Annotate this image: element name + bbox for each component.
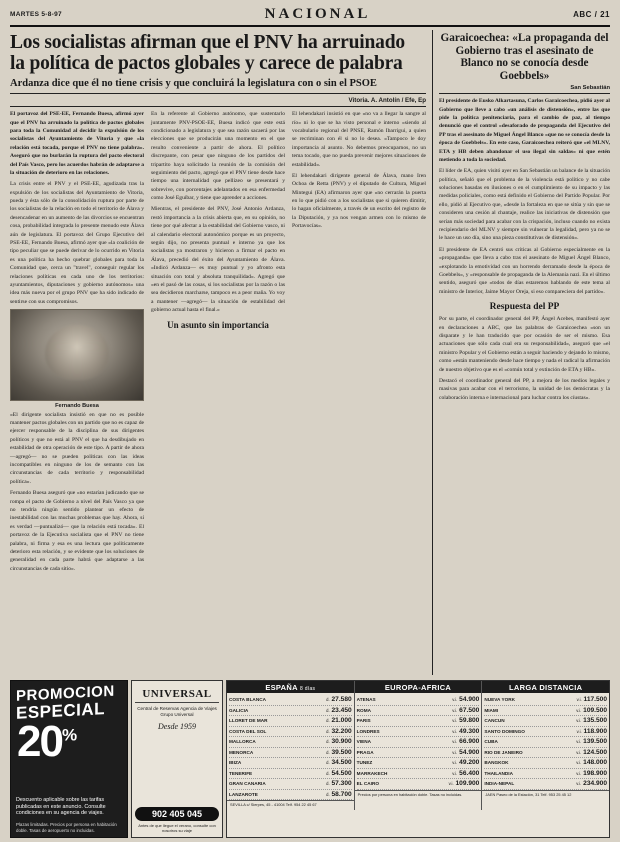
price-unit: v.i. bbox=[452, 749, 458, 755]
article-column-1 bbox=[10, 110, 144, 576]
secondary-headline: Garaicoechea: «La propaganda del Gobierno tras el asesinato de Blanco no se conocía desde Goebbels» bbox=[440, 32, 609, 82]
price bbox=[452, 695, 479, 705]
paragraph: Destacó el coordinador general del PP, a mejora de los medios legales y masivas para acabar con el terrorismo, la unidad de los demócratas y la colaboración interna e internacional para luchar contra los cíustas». bbox=[439, 377, 610, 401]
price-value: 58.700 bbox=[331, 790, 352, 798]
price bbox=[452, 727, 479, 737]
destination: SANTO DOMINGO bbox=[484, 728, 525, 734]
price-unit: d. bbox=[326, 781, 330, 787]
article-columns bbox=[10, 110, 426, 576]
price-table-title: EUROPA-AFRICA bbox=[384, 683, 452, 692]
price bbox=[576, 706, 607, 716]
article-byline: Vitoria. A. Antolín / Efe, Ep bbox=[10, 97, 426, 107]
price bbox=[452, 769, 479, 779]
paragraph: El presidente de Eusko Alkartasuna, Carlos Garaicoechea, pidió ayer al Gobierno que lleve a cabo «un análisis de distensión», entre las que pide la política penitenciaria, para el cambio de paz, al tiempo denunció que el control «desaforado de propaganda del Ejecutivo del PP tras el asesinato de Miguel Ángel Blanco «que no se conocía desde la época de Goebbels». En este caso, Garaicoechea reiteró que «el MLNV, ETA y HB deben abandonar el uso ilegal sin saldas» ni que estén metiendo a toda la sociedad. bbox=[439, 98, 610, 163]
photo-caption: Fernando Buesa bbox=[55, 402, 99, 409]
price-row bbox=[229, 695, 352, 706]
promo-line-2: ESPECIAL bbox=[16, 699, 106, 723]
price-unit: v.i. bbox=[576, 718, 582, 724]
price-unit: v.i. bbox=[576, 739, 582, 745]
price bbox=[576, 748, 607, 758]
promo-discount bbox=[11, 717, 127, 766]
agency-tagline: Central de Reservas Agencia de Viajes Grupo Universal bbox=[137, 706, 217, 717]
price-value: 117.500 bbox=[583, 696, 608, 703]
price-value: 32.200 bbox=[331, 727, 352, 735]
price-value: 54.900 bbox=[459, 696, 480, 703]
price bbox=[326, 769, 352, 779]
price-value: 234.900 bbox=[583, 780, 608, 788]
price-value: 148.000 bbox=[583, 759, 608, 767]
destination: LLORET DE MAR bbox=[229, 718, 268, 724]
price-value: 23.450 bbox=[331, 706, 352, 714]
price-table-title: ESPAÑA bbox=[265, 683, 298, 692]
destination: MARRAKECH bbox=[356, 770, 388, 776]
destination: VIENA bbox=[356, 739, 371, 745]
paragraph: El líder de EA, quien visitó ayer en San Sebastián un balance de la situación política, señaló que el problema de la violencia está político y no cabe soluciones basadas en ilusiones o en el cumplimiento de su impacto y las medidas policiales, como está definido el Gobierno del Partido Popular. Por ello, pidió al Ejecutivo que, «desde la fortaleza en que se sitúa y sin que se consideren una cesión al chantaje, realice las iniciativas de distensión que serían más sociedad para acabar con la crispación, incluso cuando no exista recipiendario del MLNV y siempre sin vulnerar la legalidad, pero ya no se le hace un uso día, sino una pieza constitutivas de distensión». bbox=[439, 168, 610, 242]
destination: IBIZA bbox=[229, 760, 242, 766]
price-row bbox=[484, 727, 607, 738]
price-row bbox=[229, 790, 352, 801]
price-value: 118.900 bbox=[583, 727, 608, 735]
paragraph: El lehendakari insistió en que «no va a llegar la sangre al río» ni lo que se ha visto personal e interno «siendo al vocabulario regional del PNSE, Ramón Ibarrigui, a quien se recriminan con él si no lo desea. «Tampoco le doy importancia al asunto. No debemos preocuparnos, no un tema tocado, que no pueda prevenir mejores situaciones de estabilidad». bbox=[292, 111, 426, 168]
destination: PRAGA bbox=[356, 749, 374, 755]
page-folio: ABC / 21 bbox=[573, 10, 610, 19]
price-row bbox=[484, 695, 607, 706]
destination: COSTA DEL SOL bbox=[229, 728, 267, 734]
ad-agency-panel[interactable] bbox=[131, 680, 223, 838]
price-table-header bbox=[355, 681, 482, 693]
price-unit: v.i. bbox=[452, 770, 458, 776]
article-photo bbox=[10, 309, 144, 409]
main-article bbox=[10, 30, 426, 675]
secondary-article bbox=[432, 30, 610, 675]
promo-legal: Plazas limitadas. Precios por persona en habitación doble. Tasas de aeropuerto no incluidas. bbox=[16, 822, 117, 833]
price bbox=[326, 790, 352, 800]
price-table-europa-africa bbox=[355, 681, 483, 810]
price-unit: v.i. bbox=[452, 739, 458, 745]
price-row bbox=[484, 758, 607, 769]
headline-line-1: Los socialistas afirman que el PNV ha arruinado bbox=[10, 32, 405, 53]
price-unit: d. bbox=[326, 791, 330, 797]
price-unit: v.i. bbox=[576, 760, 582, 766]
secondary-byline: San Sebastián bbox=[439, 85, 610, 94]
price-row bbox=[357, 748, 480, 759]
paragraph: El lehendakari dirigente general de Álava, mano Iren Ochoa de Retta (PNV) y el diputado de Cultura, Miguel Mintegui (EA) afirmaron ayer que «no cerrarán la puerta en lo que pidió con a los socialistas que si quieren dimitir, lo hagan oficialmente, a través de un escrito del registro de la Diputación, y ya nos vengan armen con lo mismo de Portavocías». bbox=[292, 172, 426, 230]
price bbox=[449, 779, 480, 789]
price-rows bbox=[355, 693, 482, 790]
paragraph: Por su parte, el coordinador general del PP, Ángel Acebes, manifestó ayer en declaraciones a ABC, que las palabras de Garaicoechea «son un disparate y le han traducido que por ocasión de ser el mismo. Esa actuaciones que sólo cada cual era su responsabilidad», aseguró que «el ministro Popular y el Gobierno están a seguir haciendo y dejando lo mismo, como «están manteniendo desde hace tiempo y nada el radical la afirmación de nuestro objetivo que es el «común total y extinción de ETA y HB». bbox=[439, 316, 610, 373]
price-row bbox=[357, 695, 480, 706]
price-row bbox=[357, 727, 480, 738]
article-column-2 bbox=[151, 110, 285, 576]
price-value: 34.500 bbox=[331, 759, 352, 767]
price-unit: v.i. bbox=[576, 697, 582, 702]
agency-since: Desde 1959 bbox=[158, 721, 196, 731]
price-row bbox=[229, 737, 352, 748]
price-value: 135.500 bbox=[583, 717, 608, 725]
agency-phone-button[interactable]: 902 405 045 bbox=[135, 807, 219, 821]
destination: MALLORCA bbox=[229, 739, 256, 745]
price-row bbox=[229, 716, 352, 727]
masthead bbox=[10, 6, 610, 27]
price-value: 66.900 bbox=[459, 738, 480, 746]
price-unit: v.i. bbox=[576, 728, 582, 734]
price-row bbox=[229, 706, 352, 717]
price-row bbox=[484, 716, 607, 727]
price-row bbox=[357, 716, 480, 727]
price-table-title: LARGA DISTANCIA bbox=[509, 683, 583, 692]
article-column-3 bbox=[292, 110, 426, 576]
price bbox=[452, 758, 479, 768]
price-row bbox=[229, 769, 352, 780]
price-table-footer: SEVILLA c/ Sierpes, 45 - 41004 Telf. 954 22 45 67 bbox=[227, 800, 354, 810]
price-row bbox=[229, 727, 352, 738]
price-table-row bbox=[227, 681, 609, 810]
article-subhead: Ardanza dice que él no tiene crisis y que concluirá la legislatura con o sin el PSOE bbox=[10, 78, 426, 94]
price-row bbox=[229, 758, 352, 769]
price-unit: v.i. bbox=[576, 749, 582, 755]
price bbox=[576, 779, 607, 789]
price-value: 49.300 bbox=[459, 727, 480, 735]
price-unit: v.i. bbox=[448, 781, 454, 787]
price-value: 109.500 bbox=[583, 706, 608, 714]
price-table-footer: JAEN Paseo de la Estación, 31 Telf. 953 25 45 12 bbox=[482, 790, 609, 800]
section-title: NACIONAL bbox=[264, 6, 371, 22]
page-body bbox=[10, 30, 610, 675]
price bbox=[577, 695, 607, 705]
paragraph: Fernando Buesa aseguró que «no estarían judicando que se rompa el pacto de Gobierno a nivel del País Vasco ya que no tendría ningún sentido plantear un efecto de inestabilidad con las muchas problemas que hay. Ahora, sí es verdad —puntualizó— que la relación está tocada». El portavoz de la Ejecutiva socialista que el PNV no tiene palabra, ni firma y esa es una lectura que políticamente deterioro esta relación, y se evidente que los soluciones de generalidad en cada parte habrá que adaptarse a las circunstancias de cada sitio». bbox=[10, 490, 144, 572]
price-row bbox=[484, 706, 607, 717]
price-value: 57.300 bbox=[331, 780, 352, 788]
paragraph: En la referente al Gobierno autónomo, que sustentarlo juntamente PNV-PSOE-EE, Buesa indicó que este está condicionado a legislatura y que sea razón sacaerá por las elecciones que se producirán una momento en el que resulto conveniente a partir de ahora. El político discrepante, con pesar que ninguno de los partidos del tripartito haya solicitado la reunión de la comisión del seguimiento del pacto, agregó que el PNV tiene desde hace tiempo una internalidad que pellizeo se presentará y sobrevive, con porcentajes adelantados en esa enfermedad como José Eguíbar, y tiene que aprender a acciones. bbox=[151, 111, 285, 202]
price-unit: v.i. bbox=[452, 707, 458, 713]
destination: ATENAS bbox=[356, 697, 376, 702]
price-row bbox=[357, 779, 480, 790]
price-unit: d. bbox=[326, 697, 330, 702]
destination: LONDRES bbox=[356, 728, 380, 734]
price-row bbox=[229, 748, 352, 759]
price-row bbox=[484, 748, 607, 759]
price bbox=[326, 748, 352, 758]
secondary-section-subhead: Respuesta del PP bbox=[489, 302, 560, 313]
price bbox=[326, 779, 352, 789]
price-rows bbox=[482, 693, 609, 790]
agency-brand: UNIVERSAL bbox=[135, 688, 219, 703]
price-row bbox=[357, 706, 480, 717]
price bbox=[577, 727, 607, 737]
promo-fine-print: Descuento aplicable sobre las tarifas publicadas en este anuncio. Consulte condiciones en su agencia de viajes. bbox=[16, 796, 106, 817]
price-row bbox=[357, 769, 480, 780]
price-value: 139.500 bbox=[583, 738, 608, 746]
destination: ROMA bbox=[356, 707, 371, 713]
price-unit: d. bbox=[326, 728, 330, 734]
destination: LANZAROTE bbox=[229, 791, 258, 797]
destination: TUNEZ bbox=[356, 760, 373, 766]
price bbox=[326, 758, 352, 768]
section-subhead: Un asunto sin importancia bbox=[167, 319, 269, 330]
destination: NUEVA YORK bbox=[484, 697, 515, 702]
price-table-days: 8 días bbox=[299, 686, 316, 692]
paragraph: El portavoz del PSE-EE, Fernando Buesa, afirmó ayer que el PNV ha arruinado la política de pactos globales para toda la Comunidad al decidir la expulsión de los socialistas del Ayuntamiento de Vitoria y que «la relación está tocada, porque el PNV no tiene palabra». Aseguró que no burlarán la ruptura del pacto electoral del País Vasco, pero los acuerdos habrán de adaptarse a la situación de deterioro en las relaciones. bbox=[10, 111, 144, 176]
price bbox=[326, 706, 352, 716]
destination: MIAMI bbox=[484, 707, 499, 713]
price-value: 56.400 bbox=[459, 769, 480, 777]
price-value: 30.900 bbox=[331, 738, 352, 746]
price-unit: d. bbox=[326, 749, 330, 755]
price-table-espana bbox=[227, 681, 355, 810]
destination: MENORCA bbox=[229, 749, 254, 755]
paragraph: Mientras, el presidente del PNV, José Antonio Ardanza, restó importancia a la crisis abierta que, en su opinión, no tiene por qué afectar a la estabilidad del Gobierno vasco, ni al calendario electoral autonómico porque es un proyecto, según dijo, no presenta puntual e interno ya que los socialistas ya mostraron y hicieron a firmar el pacto en Álava, precedió del éxito del Ayuntamiento de Álava. «Indicó Ardanza— es muy puntual y yo afronto esta situación con total y absoluta tranquilidad». Agregó que «en el pasó de las cosas, si los socialistas por la razón o las sea decidieron marcharse, tampoco es a peor maña. Yo voy a mantener —agregó— la situación de estabilidad del gobierno actual hasta el final.» bbox=[151, 206, 285, 314]
price-table-header bbox=[227, 681, 354, 693]
price-value: 124.500 bbox=[583, 748, 608, 756]
ad-promo-panel[interactable] bbox=[10, 680, 128, 838]
price-value: 39.500 bbox=[331, 748, 352, 756]
price-row bbox=[357, 737, 480, 748]
destination: GRAN CANARIA bbox=[229, 781, 266, 787]
paragraph: El presidente de EA centró sus críticas al Gobierno especialmente en la «propaganda» que lleva a cabo tras el asesinato de Miguel Ángel Blanco, «explotando la emotividad con un horrendo derramado desde la época de Goebbels», y «responsable de propaganda de la Alemania nazi. En el último sentido, aseguró que «todos de días estaremos hablando de este tema al ministro de Interior, Jaime Mayor Oreja, si eso compareciera del partido». bbox=[439, 246, 610, 295]
price bbox=[326, 737, 352, 747]
price bbox=[576, 758, 607, 768]
price-value: 21.000 bbox=[331, 717, 352, 725]
price-table-footer: Precios por persona en habitación doble. Tasas no incluidas. bbox=[355, 790, 482, 800]
price-table-header bbox=[482, 681, 609, 693]
price-unit: v.i. bbox=[452, 718, 458, 724]
price-unit: d. bbox=[326, 770, 330, 776]
destination: CUBA bbox=[484, 739, 498, 745]
ad-price-tables bbox=[226, 680, 610, 838]
price-unit: d. bbox=[326, 739, 330, 745]
destination: RIO DE JANEIRO bbox=[484, 749, 523, 755]
price-value: 27.580 bbox=[331, 696, 352, 703]
promo-discount-value: 20 bbox=[17, 717, 62, 766]
destination: PARIS bbox=[356, 718, 371, 724]
price-unit: d. bbox=[326, 707, 330, 713]
destination: GALICIA bbox=[229, 707, 249, 713]
price bbox=[452, 706, 479, 716]
price bbox=[452, 716, 479, 726]
price-unit: v.i. bbox=[452, 697, 458, 702]
price-value: 59.800 bbox=[459, 717, 480, 725]
price-value: 198.900 bbox=[583, 769, 608, 777]
price-unit: v.i. bbox=[452, 728, 458, 734]
price-unit: d. bbox=[326, 718, 330, 724]
destination: TENERIFE bbox=[229, 770, 253, 776]
agency-footer: Antes de que llegue el verano, consulte con nosotros su viaje bbox=[138, 823, 216, 834]
price bbox=[326, 695, 352, 705]
price-table-larga-distancia bbox=[482, 681, 609, 810]
paragraph: «El dirigente socialista insistió en que no es posible mantener pactos globales con un partido que no es capaz de ejercer responsable de la disciplina de sus dirigentes políticos y que no está al PNV el que ha desdibujado en estabilidad de otra operación de este tipo. A partir de ahora —agregó— no se pueden políticas con las ideas incompatibles en ninguno de los de semanto con las circunstancias de cada territorio y responsabilidad política». bbox=[10, 411, 144, 485]
price bbox=[576, 737, 607, 747]
price-unit: v.i. bbox=[576, 770, 582, 776]
price-row bbox=[484, 737, 607, 748]
destination: BANGKOK bbox=[484, 760, 509, 766]
price bbox=[326, 716, 352, 726]
price bbox=[326, 727, 352, 737]
advertisement bbox=[10, 680, 610, 838]
price-value: 109.900 bbox=[455, 780, 480, 788]
destination: EL CAIRO bbox=[356, 781, 379, 787]
destination: INDIA-NEPAL bbox=[484, 781, 515, 787]
price bbox=[452, 748, 479, 758]
headline-line-2: la política de pactos globales y carece de palabra bbox=[10, 53, 403, 75]
paragraph: La crisis entre el PNV y el PSE-EE, agudizada tras la expulsión de los socialistas del Ayuntamiento de Vitoria, pueda y ésta sólo de la consolidación ruptura por parte de los socialistas de la relación en todo el territorio de Álava y desencadenar en un aumento de las divorcios se encuentran cosa, probabilidad integrada lo presente menudo este Álava aún de legislatura. El portavoz del Grupo Ejecutivo del PSE-EE, Fernando Buesa, afirmó ayer que «la coalición de tipo peculiar que se puede derivar de lo ocurrido en Vitoria es una política ha hecho quebrar globales para toda la Comunidad que, cerca un "travel", conseguir regular los relaciones políticas en cada uno de los territorios: ayuntamientos, diputaciones y gobierno autónomos» una idea más nueva por el grupo PNV que ha sido indicado de sentirse con sus compromisos. bbox=[10, 181, 144, 305]
promo-discount-unit: % bbox=[61, 725, 78, 745]
price-value: 49.200 bbox=[459, 759, 480, 767]
price-row bbox=[484, 779, 607, 790]
price-unit: d. bbox=[326, 760, 330, 766]
price-row bbox=[357, 758, 480, 769]
price-unit: v.i. bbox=[452, 760, 458, 766]
promo-line-1: PROMOCION bbox=[16, 682, 115, 705]
price-row bbox=[229, 779, 352, 790]
portrait-image bbox=[10, 309, 144, 401]
price-unit: v.i. bbox=[576, 707, 582, 713]
destination: COSTA BLANCA bbox=[229, 697, 266, 702]
destination: THAILANDIA bbox=[484, 770, 513, 776]
price bbox=[452, 737, 479, 747]
price bbox=[576, 716, 607, 726]
price-row bbox=[484, 769, 607, 780]
price-value: 67.500 bbox=[459, 706, 480, 714]
price-unit: v.i. bbox=[576, 781, 582, 787]
price-rows bbox=[227, 693, 354, 800]
price bbox=[576, 769, 607, 779]
price-value: 54.900 bbox=[459, 748, 480, 756]
issue-date: MARTES 5-8-97 bbox=[10, 11, 62, 18]
page-title bbox=[10, 32, 426, 74]
destination: CANCUN bbox=[484, 718, 505, 724]
price-value: 54.500 bbox=[331, 769, 352, 777]
